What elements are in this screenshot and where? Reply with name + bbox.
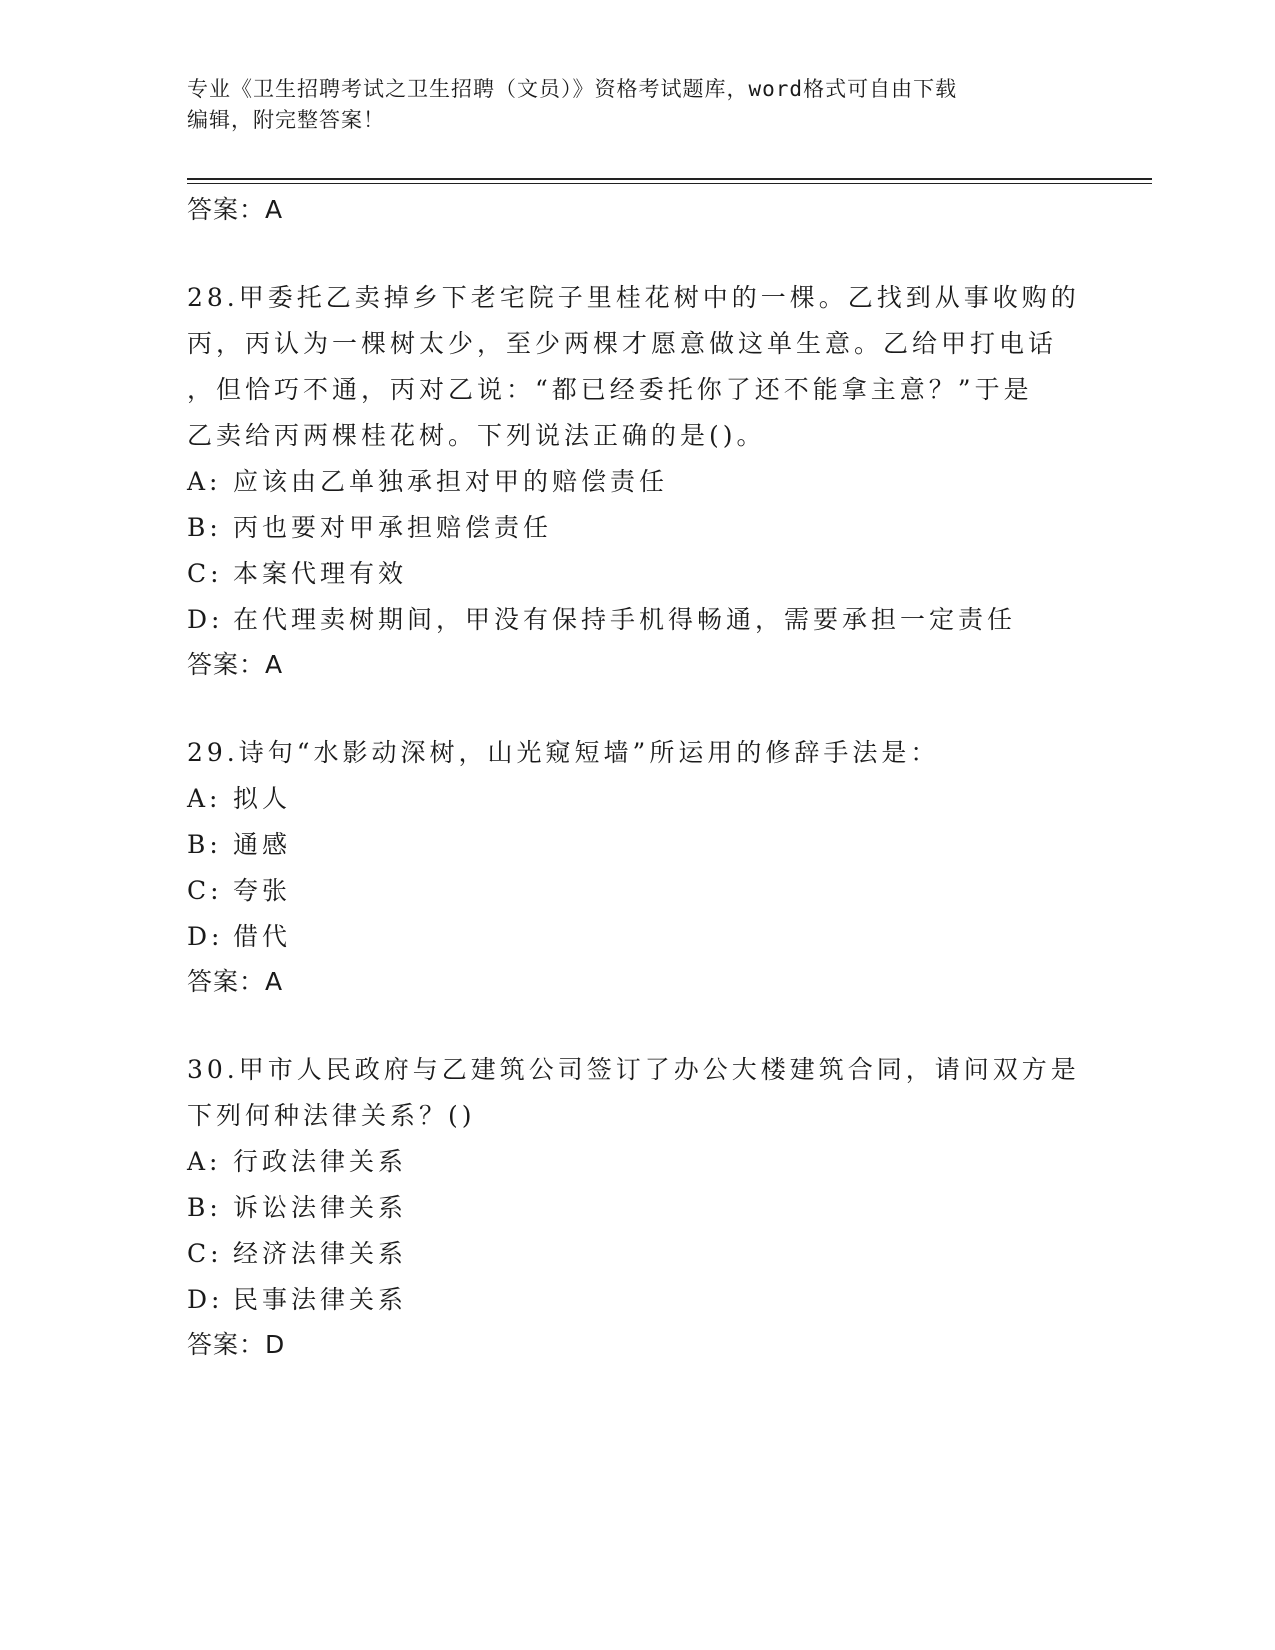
stem-line: 乙卖给丙两棵桂花树。下列说法正确的是()。 xyxy=(187,421,766,450)
previous-answer: 答案：A xyxy=(187,195,284,224)
option-b xyxy=(187,822,1087,868)
option-text: 民事法律关系 xyxy=(233,1285,408,1314)
question-answer: 答案：A xyxy=(187,967,284,996)
question-list xyxy=(187,188,1087,1367)
header-line-1: 专业《卫生招聘考试之卫生招聘（文员）》资格考试题库，word格式可自由下载 xyxy=(187,77,958,101)
option-a xyxy=(187,1139,1087,1185)
option-d xyxy=(187,597,1087,643)
header-line-2: 编辑，附完整答案！ xyxy=(187,108,385,132)
question-answer: 答案：A xyxy=(187,650,284,679)
stem-line: 下列何种法律关系？() xyxy=(187,1101,476,1130)
option-c xyxy=(187,551,1087,597)
option-key: D: xyxy=(187,605,224,634)
option-a xyxy=(187,776,1087,822)
option-text: 行政法律关系 xyxy=(233,1147,408,1176)
stem-line: 30.甲市人民政府与乙建筑公司签订了办公大楼建筑合同，请问双方是 xyxy=(187,1055,1080,1084)
option-b xyxy=(187,1185,1087,1231)
question-stem xyxy=(187,275,1087,459)
option-text: 拟人 xyxy=(233,784,292,813)
question-answer: 答案：D xyxy=(187,1330,286,1359)
stem-line: 丙，丙认为一棵树太少，至少两棵才愿意做这单生意。乙给甲打电话 xyxy=(187,329,1058,358)
option-text: 通感 xyxy=(233,830,292,859)
option-key: A: xyxy=(187,1147,222,1176)
option-key: D: xyxy=(187,922,224,951)
option-c xyxy=(187,868,1087,914)
option-key: A: xyxy=(187,467,222,496)
stem-line: 28.甲委托乙卖掉乡下老宅院子里桂花树中的一棵。乙找到从事收购的 xyxy=(187,283,1080,312)
option-key: D: xyxy=(187,1285,224,1314)
option-text: 夸张 xyxy=(233,876,292,905)
option-text: 丙也要对甲承担赔偿责任 xyxy=(233,513,553,542)
option-key: C: xyxy=(187,1239,223,1268)
spacer xyxy=(187,232,1087,275)
option-key: C: xyxy=(187,559,223,588)
question-29 xyxy=(187,730,1087,1004)
option-text: 借代 xyxy=(233,922,292,951)
option-a xyxy=(187,459,1087,505)
question-28 xyxy=(187,275,1087,687)
option-key: A: xyxy=(187,784,222,813)
question-stem xyxy=(187,1047,1087,1139)
question-stem xyxy=(187,730,1087,776)
question-30 xyxy=(187,1047,1087,1367)
option-text: 经济法律关系 xyxy=(233,1239,408,1268)
option-text: 在代理卖树期间，甲没有保持手机得畅通，需要承担一定责任 xyxy=(233,605,1017,634)
option-key: B: xyxy=(187,513,222,542)
header-rule-thick xyxy=(187,178,1152,180)
option-text: 本案代理有效 xyxy=(233,559,408,588)
option-text: 应该由乙单独承担对甲的赔偿责任 xyxy=(233,467,669,496)
option-key: B: xyxy=(187,1193,222,1222)
stem-line: 29.诗句“水影动深树，山光窥短墙”所运用的修辞手法是： xyxy=(187,738,940,767)
option-key: B: xyxy=(187,830,222,859)
spacer xyxy=(187,1004,1087,1047)
option-d xyxy=(187,914,1087,960)
stem-line: ，但恰巧不通，丙对乙说：“都已经委托你了还不能拿主意？”于是 xyxy=(187,375,1033,404)
option-c xyxy=(187,1231,1087,1277)
option-b xyxy=(187,505,1087,551)
option-key: C: xyxy=(187,876,223,905)
header-rule-thin xyxy=(187,183,1152,184)
spacer xyxy=(187,687,1087,730)
option-d xyxy=(187,1277,1087,1323)
document-header xyxy=(187,74,1067,136)
option-text: 诉讼法律关系 xyxy=(233,1193,408,1222)
